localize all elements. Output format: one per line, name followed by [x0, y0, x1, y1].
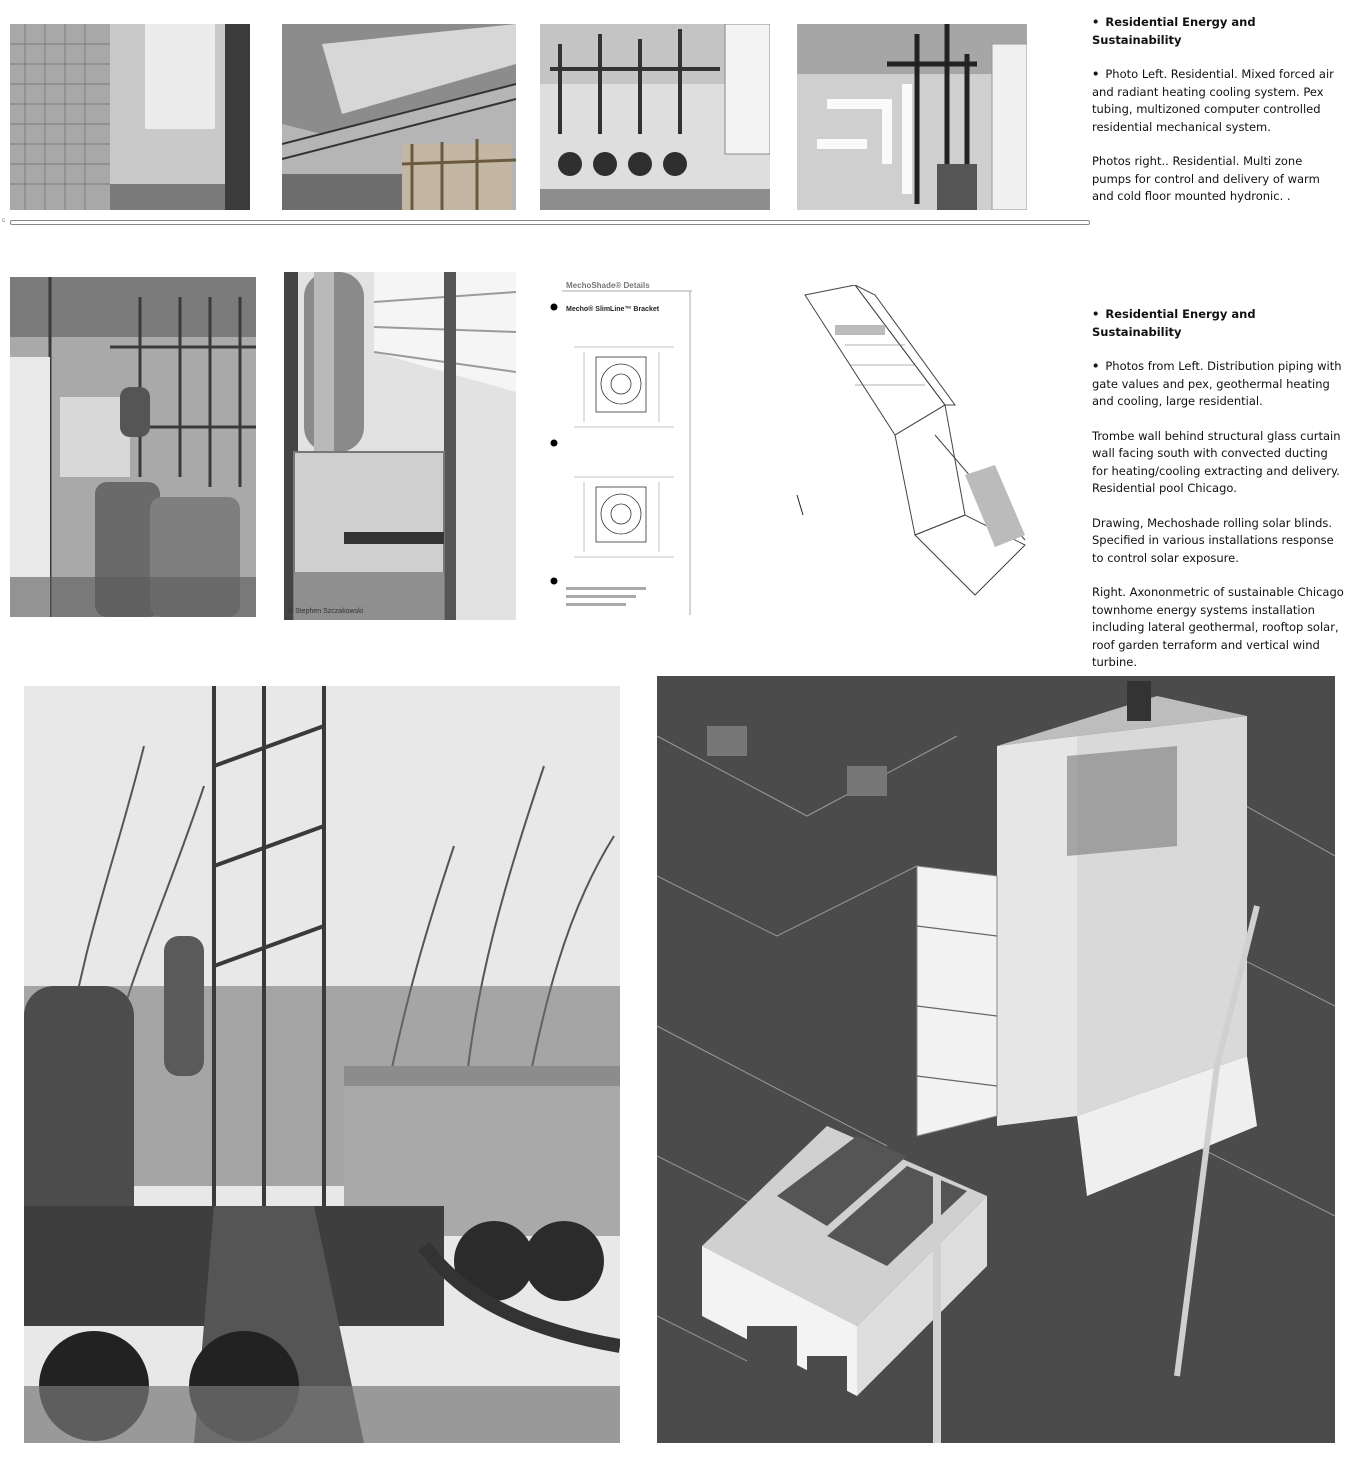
drawing-axonometric-small — [795, 285, 1035, 615]
text-panel-top — [1092, 14, 1344, 223]
photo-multizone-pumps — [540, 24, 770, 210]
photo-radiant-wall-framing — [10, 24, 250, 210]
sheet-title: MechoShade® Details — [566, 281, 650, 290]
section-divider — [10, 220, 1090, 225]
divider-mark: c — [2, 218, 5, 224]
panel-middle-heading: • Residential Energy and Sustainability — [1092, 306, 1344, 341]
photo-geothermal-tanks — [10, 277, 256, 617]
photo-hydronic-piping — [797, 24, 1027, 210]
photo-trombe-wall — [284, 272, 516, 620]
drawing-mechoshade-details — [544, 277, 694, 615]
photo-geothermal-drill-rig — [24, 686, 620, 1443]
sheet-bracket-label: Mecho® SlimLine™ Bracket — [566, 306, 660, 313]
panel-top-paragraph: • Photo Left. Residential. Mixed forced air and radiant heating cooling system. Pex tubing, multizoned computer controlled residential mechanical system. — [1092, 66, 1344, 136]
panel-middle-paragraph: Drawing, Mechoshade rolling solar blinds. Specified in various installations response to control solar exposure. — [1092, 515, 1334, 565]
panel-middle-paragraph: Right. Axononmetric of sustainable Chicago townhome energy systems installation including lateral geothermal, rooftop solar, roof garden terraform and vertical wind turbine. — [1092, 585, 1344, 669]
panel-top-heading: • Residential Energy and Sustainability — [1092, 14, 1344, 49]
panel-middle-paragraph: • Photos from Left. Distribution piping with gate values and pex, geothermal heating and cooling, large residential. — [1092, 358, 1344, 411]
photo-ductwork-framing — [282, 24, 516, 210]
photo-credit: © Stephen Szczakowski — [288, 608, 364, 615]
text-panel-middle — [1092, 306, 1344, 689]
panel-top-paragraph: Photos right.. Residential. Multi zone pumps for control and delivery of warm and cold floor mounted hydronic. . — [1092, 154, 1320, 203]
panel-middle-paragraph: Trombe wall behind structural glass curtain wall facing south with convected ducting for heating/cooling extracting and delivery. Residential pool Chicago. — [1092, 428, 1341, 495]
render-townhome-axonometric — [657, 676, 1335, 1443]
